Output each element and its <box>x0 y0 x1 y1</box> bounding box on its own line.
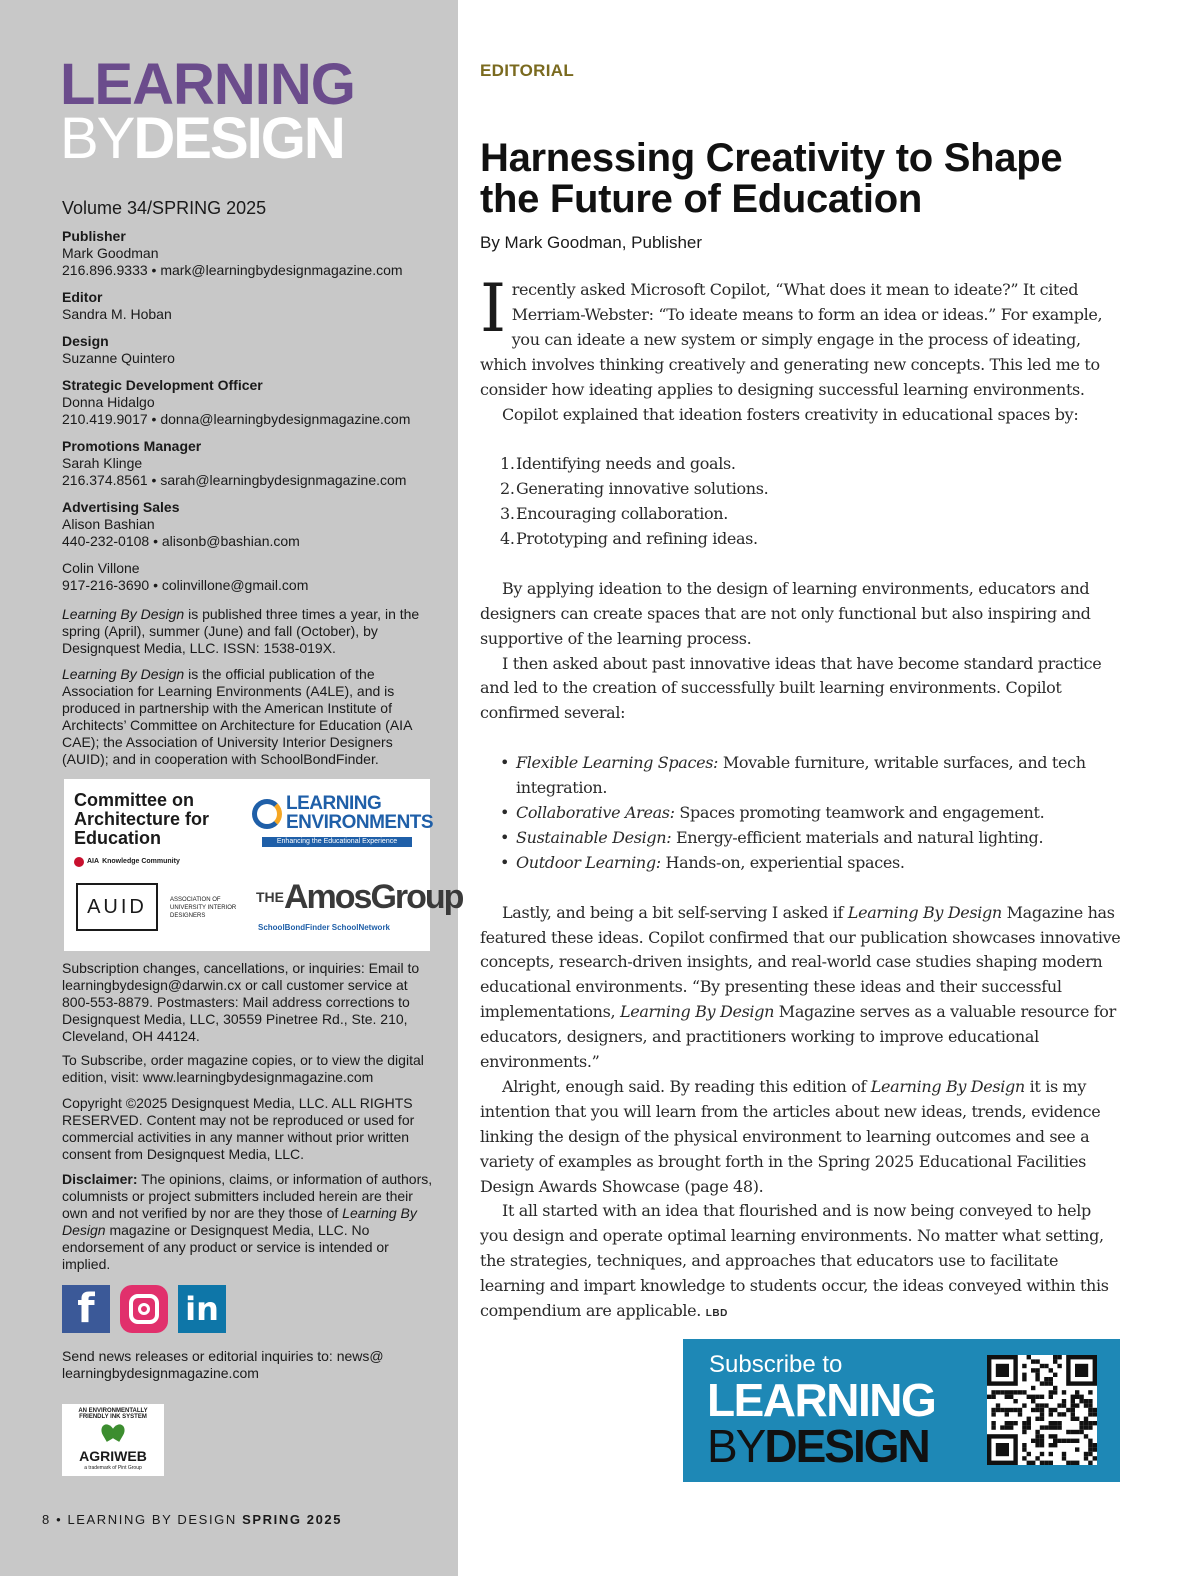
qr-module <box>1040 1403 1044 1407</box>
qr-module <box>1035 1368 1039 1372</box>
qr-module <box>1005 1390 1009 1394</box>
qr-module <box>996 1403 1000 1407</box>
staff-contact: 917-216-3690 • colinvillone@gmail.com <box>62 577 309 593</box>
qr-module <box>1018 1408 1022 1412</box>
publication-frequency: Learning By Design is published three times a year, in the spring (April), summer (June) and fall (October), by Designquest Media, LLC. ISSN: 1538-019X. <box>62 606 420 656</box>
qr-module <box>1035 1373 1039 1377</box>
qr-module <box>1005 1408 1009 1412</box>
qr-module <box>1088 1390 1092 1394</box>
bullet-icon: • <box>500 852 510 872</box>
end-mark: LBD <box>705 1308 728 1320</box>
amos-group-logo: $^{THE}$AmosGroup <box>256 878 463 916</box>
qr-module <box>1075 1364 1088 1377</box>
staff-contact: 210.419.9017 • donna@learningbydesignmagazine.com <box>62 411 411 427</box>
qr-module <box>987 1395 991 1399</box>
qr-module <box>1005 1425 1009 1429</box>
page-folio: 8 • LEARNING BY DESIGN SPRING 2025 <box>42 1512 343 1527</box>
qr-module <box>1071 1417 1075 1421</box>
learning-environments-logo: LEARNING ENVIRONMENTS Enhancing the Educational Experience <box>252 793 420 851</box>
qr-module <box>1035 1439 1039 1443</box>
list-item: 3.Encouraging collaboration. <box>500 504 728 524</box>
qr-module <box>1022 1430 1026 1434</box>
list-item: • Collaborative Areas: Spaces promoting teamwork and engagement. <box>500 801 1122 826</box>
masthead-sidebar <box>0 0 463 1576</box>
qr-module <box>1053 1439 1057 1443</box>
qr-module <box>1031 1399 1035 1403</box>
qr-module <box>1053 1373 1057 1377</box>
subscribe-logo-learning: LEARNING <box>707 1374 936 1426</box>
qr-module <box>1000 1390 1004 1394</box>
qr-module <box>1009 1425 1013 1429</box>
qr-module <box>1022 1425 1026 1429</box>
qr-module <box>1062 1390 1066 1394</box>
qr-module <box>1053 1359 1057 1363</box>
qr-module <box>1049 1412 1053 1416</box>
qr-module <box>1040 1452 1044 1456</box>
qr-module <box>1071 1412 1075 1416</box>
staff-role: Promotions Manager <box>62 438 202 454</box>
qr-module <box>1079 1399 1083 1403</box>
qr-module <box>1000 1408 1004 1412</box>
qr-module <box>1053 1443 1057 1447</box>
qr-module <box>1022 1456 1026 1460</box>
qr-module <box>1066 1439 1070 1443</box>
qr-module <box>1035 1359 1039 1363</box>
staff-editor <box>62 289 442 323</box>
qr-module <box>1088 1439 1092 1443</box>
staff-strategic <box>62 377 442 428</box>
qr-module <box>1031 1368 1035 1372</box>
camera-glyph <box>129 1294 159 1324</box>
qr-module <box>1062 1412 1066 1416</box>
qr-module <box>1075 1447 1079 1451</box>
qr-module <box>996 1443 1009 1456</box>
qr-module <box>1062 1399 1066 1403</box>
qr-module <box>1013 1399 1017 1403</box>
bullet-icon: • <box>500 802 510 822</box>
qr-module <box>996 1408 1000 1412</box>
qr-module <box>1005 1421 1009 1425</box>
qr-module <box>1071 1430 1075 1434</box>
qr-module <box>1071 1408 1075 1412</box>
qr-module <box>1035 1403 1039 1407</box>
qr-module <box>1022 1364 1026 1368</box>
bullet-icon: • <box>500 827 510 847</box>
staff-name: Sandra M. Hoban <box>62 306 172 322</box>
staff-name: Sarah Klinge <box>62 455 143 471</box>
qr-module <box>1044 1403 1048 1407</box>
logo-by-design: BYDESIGN <box>60 106 344 171</box>
qr-module <box>991 1395 995 1399</box>
le-swirl-icon <box>252 799 282 829</box>
qr-module <box>1049 1425 1053 1429</box>
qr-module <box>1088 1461 1092 1465</box>
qr-module <box>1027 1395 1031 1399</box>
qr-module <box>1022 1403 1026 1407</box>
qr-module <box>1013 1421 1017 1425</box>
paragraph: Alright, enough said. By reading this edition of Learning By Design it is my intention that you will learn from the articles about new ideas, trends, evidence linking the design of the physical environment to learning outcomes and see a variety of examples as brought forth in the Spring 2025 Educational Facilities Design Awards Showcase (page 48). <box>480 1076 1101 1196</box>
qr-module <box>1022 1447 1026 1451</box>
paragraph-closing: It all started with an idea that flourished and is now being conveyed to help you design and operate optimal learning environments. No matter what setting, the strategies, techniques, and approaches that educators use to facilitate learning and impart knowledge to students occur, the ideas conveyed within this compendium are applicable. LBD <box>480 1201 1109 1321</box>
list-item: 1.Identifying needs and goals. <box>500 454 736 474</box>
partner-logos <box>64 779 463 951</box>
staff-advertising-2 <box>62 560 442 594</box>
qr-module <box>1066 1408 1070 1412</box>
qr-module <box>1040 1434 1044 1438</box>
qr-module <box>1088 1412 1092 1416</box>
qr-module <box>1053 1390 1057 1394</box>
qr-module <box>1088 1421 1092 1425</box>
staff-promotions <box>62 438 442 489</box>
qr-module <box>1075 1430 1079 1434</box>
qr-module <box>1040 1408 1044 1412</box>
qr-module <box>1057 1364 1061 1368</box>
qr-module <box>1088 1408 1092 1412</box>
qr-module <box>1057 1421 1061 1425</box>
qr-module <box>1093 1412 1097 1416</box>
qr-module <box>1031 1408 1035 1412</box>
paragraph-intro: I recently asked Microsoft Copilot, “What does it mean to ideate?” It cited Merriam-Webster: “To ideate means to form an idea or ideas.” For example, you can ideate a new system or simply engage in the process of ideating, which involves thinking creatively and generating new concepts. This led me to consider how ideating applies to designing successful learning environments. <box>480 270 1103 399</box>
list-item: 2.Generating innovative solutions. <box>500 479 769 499</box>
qr-module <box>1079 1395 1083 1399</box>
qr-module <box>1049 1390 1053 1394</box>
staff-name: Colin Villone <box>62 560 140 576</box>
qr-module <box>1040 1412 1044 1416</box>
qr-module <box>1009 1421 1013 1425</box>
staff-role: Publisher <box>62 228 126 244</box>
editorial-article <box>480 0 1124 1576</box>
staff-list <box>62 228 442 604</box>
qr-module <box>1035 1434 1039 1438</box>
qr-module <box>1040 1443 1044 1447</box>
qr-code-icon[interactable] <box>987 1355 1097 1465</box>
qr-module <box>1035 1443 1039 1447</box>
qr-module <box>1027 1417 1031 1421</box>
qr-module <box>1088 1447 1092 1451</box>
qr-module <box>1084 1403 1088 1407</box>
list-item: • Outdoor Learning: Hands-on, experiential spaces. <box>500 851 1122 876</box>
qr-module <box>1049 1381 1053 1385</box>
qr-module <box>1071 1439 1075 1443</box>
qr-module <box>1053 1386 1057 1390</box>
magazine-logo <box>60 52 400 181</box>
qr-module <box>1018 1412 1022 1416</box>
qr-module <box>1075 1417 1079 1421</box>
agriweb-logo: AN ENVIRONMENTALLY FRIENDLY INK SYSTEM AGRIWEB a trademark of Pint Group <box>62 1404 164 1476</box>
cae-logo: Committee on Architecture for Education AIA Knowledge Community <box>74 791 209 871</box>
list-item: 4.Prototyping and refining ideas. <box>500 529 758 549</box>
list-item: • Sustainable Design: Energy-efficient materials and natural lighting. <box>500 826 1122 851</box>
qr-module <box>1031 1461 1035 1465</box>
subscribe-text: Subscribe to <box>709 1351 843 1378</box>
qr-module <box>1062 1439 1066 1443</box>
paragraph: I then asked about past innovative ideas that have become standard practice and led to the creation of successfully built learning environments. Copilot confirmed several: <box>480 653 1102 723</box>
logo-learning: LEARNING <box>60 52 355 117</box>
qr-module <box>1049 1377 1053 1381</box>
qr-module <box>991 1390 995 1394</box>
qr-module <box>1057 1355 1061 1359</box>
qr-module <box>1040 1425 1044 1429</box>
qr-module <box>1053 1425 1057 1429</box>
qr-module <box>1062 1456 1066 1460</box>
qr-module <box>1049 1421 1053 1425</box>
qr-module <box>1093 1408 1097 1412</box>
linkedin-icon[interactable]: in <box>178 1285 226 1333</box>
qr-module <box>1027 1425 1031 1429</box>
qr-module <box>1088 1399 1092 1403</box>
qr-module <box>1093 1456 1097 1460</box>
copyright-notice: Copyright ©2025 Designquest Media, LLC. ALL RIGHTS RESERVED. Content may not be reproduced or used for commercial activities in any manner without prior written consent from Designquest Media, LLC. <box>62 1095 415 1162</box>
qr-module <box>1075 1390 1079 1394</box>
qr-module <box>1005 1412 1009 1416</box>
qr-module <box>1035 1395 1039 1399</box>
section-label: EDITORIAL <box>480 61 575 80</box>
qr-module <box>1022 1377 1026 1381</box>
bullet-list <box>500 751 1122 876</box>
qr-module <box>1005 1395 1009 1399</box>
qr-module <box>1079 1421 1083 1425</box>
qr-module <box>1031 1359 1035 1363</box>
qr-module <box>1049 1452 1053 1456</box>
qr-module <box>1049 1395 1053 1399</box>
qr-module <box>1084 1417 1088 1421</box>
qr-module <box>1053 1421 1057 1425</box>
qr-module <box>996 1390 1000 1394</box>
leaf-icon <box>102 1422 124 1444</box>
qr-module <box>1035 1456 1039 1460</box>
qr-module <box>1084 1421 1088 1425</box>
qr-module <box>1027 1452 1031 1456</box>
qr-module <box>1044 1425 1048 1429</box>
staff-name: Alison Bashian <box>62 516 155 532</box>
qr-module <box>1022 1421 1026 1425</box>
qr-module <box>1084 1399 1088 1403</box>
qr-module <box>1013 1408 1017 1412</box>
qr-module <box>1035 1377 1039 1381</box>
qr-module <box>1022 1390 1026 1394</box>
qr-module <box>1027 1421 1031 1425</box>
qr-module <box>1040 1395 1044 1399</box>
volume-issue: Volume 34/SPRING 2025 <box>62 198 267 218</box>
qr-module <box>1035 1408 1039 1412</box>
qr-module <box>1009 1390 1013 1394</box>
aia-dot-icon <box>74 857 84 867</box>
qr-module <box>1027 1355 1031 1359</box>
qr-module <box>1057 1412 1061 1416</box>
paragraph: By applying ideation to the design of learning environments, educators and designers can create spaces that are not only functional but also inspiring and supportive of the learning process. <box>480 578 1091 648</box>
qr-module <box>1071 1399 1075 1403</box>
qr-module <box>1022 1373 1026 1377</box>
qr-module <box>1062 1403 1066 1407</box>
qr-module <box>1049 1408 1053 1412</box>
qr-module <box>1040 1461 1044 1465</box>
amos-subbrands: SchoolBondFinder SchoolNetwork <box>258 923 391 932</box>
staff-contact: 440-232-0108 • alisonb@bashian.com <box>62 533 300 549</box>
qr-module <box>1022 1443 1026 1447</box>
disclaimer: Disclaimer: The opinions, claims, or information of authors, columnists or project submitters included herein are their own and not verified by nor are they those of Learning By Design magazine or Designquest Media, LLC. No endorsement of any product or service is intended or implied. <box>62 1171 433 1272</box>
article-body <box>480 270 1122 1327</box>
social-links <box>62 1285 226 1333</box>
qr-module <box>1066 1461 1070 1465</box>
qr-module <box>1000 1425 1004 1429</box>
staff-name: Suzanne Quintero <box>62 350 175 366</box>
qr-module <box>1040 1381 1044 1385</box>
facebook-icon[interactable]: f <box>62 1285 110 1333</box>
qr-module <box>991 1425 995 1429</box>
qr-module <box>1093 1447 1097 1451</box>
qr-module <box>1075 1439 1079 1443</box>
qr-module <box>1084 1434 1088 1438</box>
qr-module <box>1013 1390 1017 1394</box>
qr-module <box>991 1421 995 1425</box>
qr-module <box>1040 1417 1044 1421</box>
qr-module <box>1084 1456 1088 1460</box>
staff-role: Design <box>62 333 109 349</box>
qr-module <box>991 1412 995 1416</box>
qr-module <box>1093 1443 1097 1447</box>
article-byline: By Mark Goodman, Publisher <box>480 233 703 252</box>
drop-cap: I <box>480 270 506 347</box>
qr-module <box>1057 1439 1061 1443</box>
subscribe-logo-by-design: BYDESIGN <box>707 1420 929 1472</box>
instagram-icon[interactable] <box>120 1285 168 1333</box>
staff-contact: 216.374.8561 • sarah@learningbydesignmagazine.com <box>62 472 407 488</box>
qr-module <box>1053 1355 1057 1359</box>
paragraph: Lastly, and being a bit self-serving I asked if Learning By Design Magazine has featured these ideas. Copilot confirmed that our publication showcases innovative concepts, research-driven insights, and real-world case studies shaping modern educational environments. “By presenting these ideas and their successful implementations, Learning By Design Magazine serves as a valuable resource for educators, designers, and practitioners working to improve educational environments.” <box>480 902 1121 1072</box>
qr-module <box>1088 1425 1092 1429</box>
qr-module <box>1049 1434 1053 1438</box>
qr-module <box>1044 1377 1048 1381</box>
qr-module <box>1079 1430 1083 1434</box>
aia-mark: AIA Knowledge Community <box>74 852 209 871</box>
qr-module <box>991 1408 995 1412</box>
subscription-info: Subscription changes, cancellations, or inquiries: Email to learningbydesign@darwin.cx or call customer service at 800-553-8879. Postmasters: Mail address corrections to Designquest Media, LLC, 30559 Pinetree Rd., Ste. 210, Cleveland, OH 44124. <box>62 960 420 1044</box>
qr-module <box>1079 1425 1083 1429</box>
staff-name: Mark Goodman <box>62 245 159 261</box>
qr-module <box>1031 1395 1035 1399</box>
staff-advertising <box>62 499 442 550</box>
auid-subtitle: ASSOCIATION OF UNIVERSITY INTERIOR DESIGNERS <box>170 897 237 919</box>
qr-module <box>1035 1417 1039 1421</box>
qr-module <box>1031 1386 1035 1390</box>
numbered-list <box>500 452 1122 552</box>
subscribe-info: To Subscribe, order magazine copies, or to view the digital edition, visit: www.learningbydesignmagazine.com <box>62 1052 424 1085</box>
staff-role: Advertising Sales <box>62 499 180 515</box>
qr-module <box>1018 1390 1022 1394</box>
qr-module <box>1088 1452 1092 1456</box>
qr-module <box>1071 1403 1075 1407</box>
auid-logo: AUID <box>76 883 158 931</box>
staff-publisher <box>62 228 442 279</box>
qr-module <box>1088 1403 1092 1407</box>
qr-module <box>1075 1403 1079 1407</box>
staff-contact: 216.896.9333 • mark@learningbydesignmagazine.com <box>62 262 403 278</box>
qr-module <box>1049 1461 1053 1465</box>
qr-module <box>1044 1461 1048 1465</box>
qr-module <box>1071 1395 1075 1399</box>
paragraph: Copilot explained that ideation fosters creativity in educational spaces by: <box>502 404 1079 424</box>
staff-design <box>62 333 442 367</box>
staff-role: Strategic Development Officer <box>62 377 263 393</box>
qr-module <box>1040 1439 1044 1443</box>
qr-module <box>1027 1461 1031 1465</box>
qr-module <box>1049 1443 1053 1447</box>
list-item: • Flexible Learning Spaces: Movable furniture, writable surfaces, and tech integration. <box>500 753 1086 798</box>
article-headline: Harnessing Creativity to Shape the Future of Education <box>480 136 1063 221</box>
qr-module <box>1093 1421 1097 1425</box>
qr-module <box>1084 1425 1088 1429</box>
qr-module <box>1071 1461 1075 1465</box>
qr-module <box>1009 1395 1013 1399</box>
qr-module <box>1053 1434 1057 1438</box>
official-publication-note: Learning By Design is the official publication of the Association for Learning Environments (A4LE), and is produced in partnership with the American Institute of Architects’ Committee on Architecture for Education (AIA CAE); the Association of University Interior Designers (AUID); and in cooperation with SchoolBondFinder. <box>62 666 412 767</box>
qr-module <box>1035 1430 1039 1434</box>
subscribe-banner[interactable] <box>683 1339 1120 1482</box>
qr-module <box>1057 1403 1061 1407</box>
qr-module <box>1075 1395 1079 1399</box>
qr-module <box>1066 1430 1070 1434</box>
qr-module <box>1053 1408 1057 1412</box>
qr-module <box>1062 1452 1066 1456</box>
qr-module <box>1075 1461 1079 1465</box>
qr-module <box>1044 1364 1048 1368</box>
qr-module <box>1084 1452 1088 1456</box>
qr-module <box>1044 1381 1048 1385</box>
staff-name: Donna Hidalgo <box>62 394 155 410</box>
bullet-icon: • <box>500 753 510 773</box>
qr-module <box>1049 1368 1053 1372</box>
qr-module <box>1040 1364 1044 1368</box>
news-inquiries: Send news releases or editorial inquiries to: news@ learningbydesignmagazine.com <box>62 1348 384 1381</box>
qr-module <box>1009 1408 1013 1412</box>
qr-module <box>1088 1443 1092 1447</box>
qr-module <box>1031 1439 1035 1443</box>
qr-module <box>996 1364 1009 1377</box>
staff-role: Editor <box>62 289 103 305</box>
qr-module <box>1057 1425 1061 1429</box>
